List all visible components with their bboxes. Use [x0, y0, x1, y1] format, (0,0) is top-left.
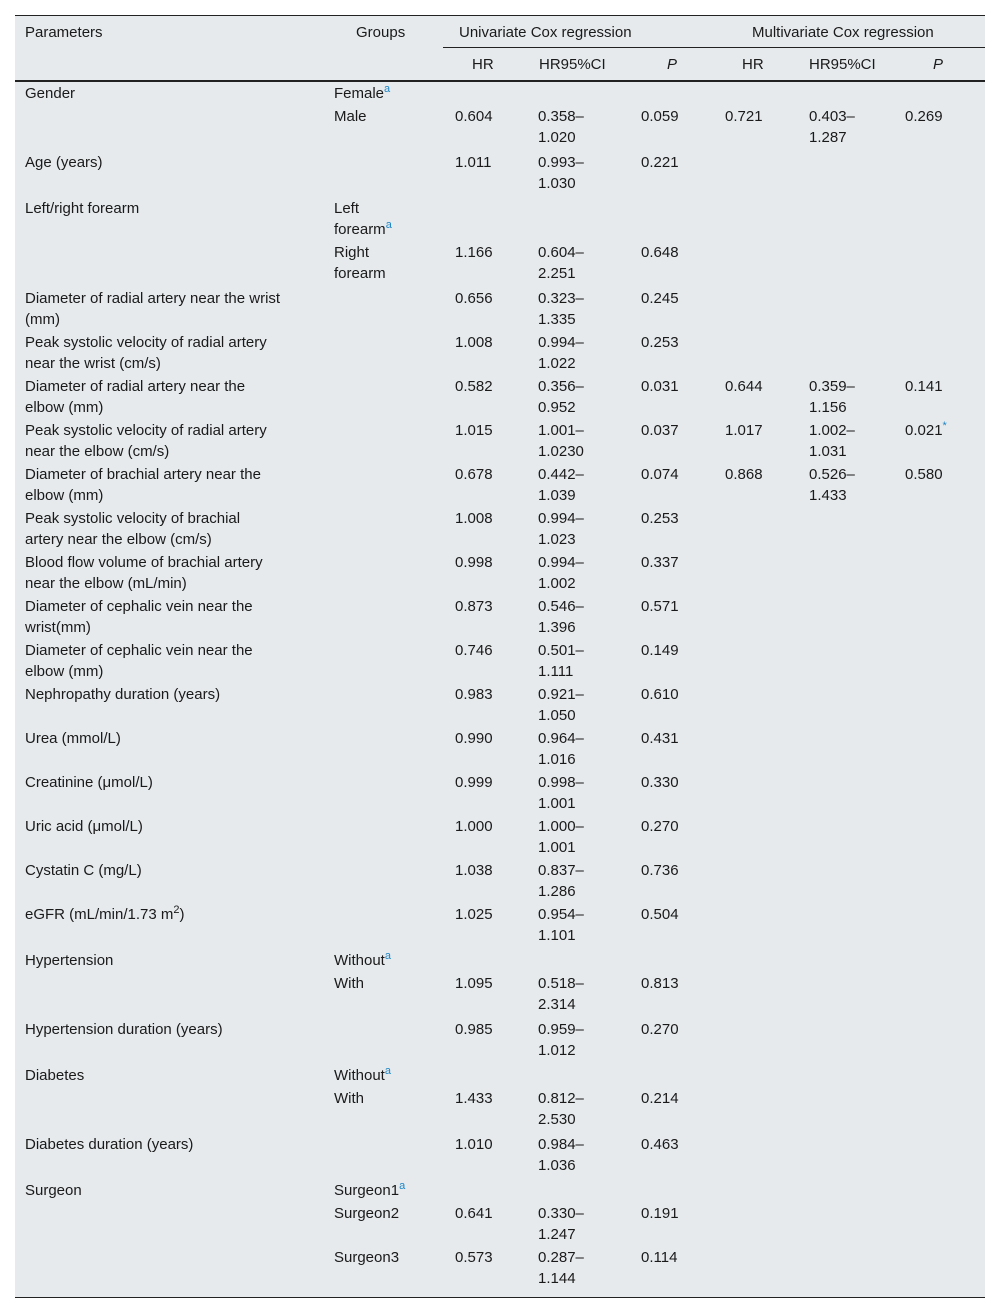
ci-upper: 1.286: [538, 883, 576, 900]
param-text: Nephropathy duration (years): [25, 686, 221, 703]
multivariate-p: [905, 106, 980, 127]
univariate-p: 0.191: [641, 1205, 679, 1222]
univariate-hr95ci: [538, 332, 618, 374]
univariate-hr95ci: [538, 420, 618, 462]
group-cell: [334, 242, 444, 284]
ci-upper: 1.036: [538, 1157, 576, 1174]
univariate-hr: 0.998: [455, 554, 493, 571]
ci-lower: 0.526–: [809, 466, 855, 483]
param-cell: [25, 420, 315, 462]
multivariate-hr: 0.721: [725, 108, 763, 125]
header-parameters: Parameters: [25, 24, 103, 41]
univariate-p: 0.571: [641, 598, 679, 615]
param-cell: [25, 83, 315, 104]
ci-upper: 1.433: [809, 487, 847, 504]
univariate-p: 0.736: [641, 862, 679, 879]
univariate-hr95ci: [538, 508, 618, 550]
header-multivariate-hr95ci: HR95%CI: [809, 56, 876, 73]
ci-upper: 1.039: [538, 487, 576, 504]
param-line-1: Diameter of cephalic vein near the: [25, 598, 253, 615]
univariate-hr95ci: [538, 596, 618, 638]
group-line-2: forearm: [334, 221, 386, 238]
param-text: Urea (mmol/L): [25, 730, 121, 747]
param-text: Surgeon: [25, 1182, 82, 1199]
param-cell: [25, 684, 315, 705]
param-cell: [25, 1019, 315, 1040]
multivariate-hr95ci: [809, 106, 889, 148]
univariate-hr: 1.166: [455, 244, 493, 261]
univariate-p: 0.504: [641, 906, 679, 923]
significance-marker: *: [942, 420, 947, 432]
reference-footnote-marker: a: [384, 1065, 391, 1077]
reference-footnote-marker: a: [384, 950, 391, 962]
param-line-1: Diameter of brachial artery near the: [25, 466, 261, 483]
ci-upper: 1.247: [538, 1226, 576, 1243]
group-cell: [334, 1203, 444, 1224]
header-univariate-hr95ci: HR95%CI: [539, 56, 606, 73]
param-cell: [25, 332, 315, 374]
param-cell: [25, 288, 315, 330]
ci-lower: 1.001–: [538, 422, 584, 439]
group-text: Surgeon2: [334, 1205, 400, 1222]
group-text: Without: [334, 1067, 385, 1084]
param-cell: [25, 596, 315, 638]
univariate-p: 0.031: [641, 378, 679, 395]
univariate-p: 0.037: [641, 422, 679, 439]
p-value: 0.141: [905, 378, 943, 395]
univariate-hr95ci: [538, 464, 618, 506]
ci-upper: 2.251: [538, 265, 576, 282]
univariate-p: 0.610: [641, 686, 679, 703]
ci-lower: 0.954–: [538, 906, 584, 923]
param-text: Diabetes duration (years): [25, 1136, 194, 1153]
param-cell: [25, 198, 315, 219]
univariate-hr: 1.015: [455, 422, 493, 439]
univariate-p: 0.270: [641, 818, 679, 835]
header-row-2: [15, 48, 985, 82]
group-text: With: [334, 1090, 364, 1107]
ci-upper: 2.314: [538, 996, 576, 1013]
ci-lower: 0.358–: [538, 108, 584, 125]
multivariate-p: [905, 420, 980, 441]
ci-upper: 1.0230: [538, 443, 584, 460]
univariate-p: 0.431: [641, 730, 679, 747]
univariate-hr: 0.678: [455, 466, 493, 483]
univariate-p: 0.648: [641, 244, 679, 261]
ci-lower: 1.002–: [809, 422, 855, 439]
param-cell: [25, 950, 315, 971]
param-line-1: Diameter of radial artery near the: [25, 378, 246, 395]
univariate-p: 0.253: [641, 334, 679, 351]
header-univariate-hr: HR: [472, 56, 494, 73]
univariate-hr95ci: [538, 1247, 618, 1289]
univariate-p: 0.221: [641, 154, 679, 171]
param-cell: [25, 728, 315, 749]
univariate-p: 0.059: [641, 108, 679, 125]
univariate-hr: 1.011: [455, 154, 492, 171]
ci-lower: 0.403–: [809, 108, 855, 125]
ci-upper: 1.101: [538, 927, 576, 944]
univariate-hr: 0.641: [455, 1205, 493, 1222]
ci-upper: 1.020: [538, 129, 576, 146]
ci-upper: 2.530: [538, 1111, 576, 1128]
group-text: With: [334, 975, 364, 992]
univariate-hr95ci: [538, 106, 618, 148]
param-cell: [25, 904, 315, 925]
param-cell: [25, 464, 315, 506]
param-line-1: Peak systolic velocity of radial artery: [25, 334, 267, 351]
univariate-hr: 1.433: [455, 1090, 493, 1107]
univariate-hr: 0.990: [455, 730, 493, 747]
ci-lower: 0.959–: [538, 1021, 584, 1038]
group-cell: [334, 198, 444, 240]
param-line-1: Peak systolic velocity of brachial: [25, 510, 241, 527]
param-cell: [25, 376, 315, 418]
param-text: Hypertension duration (years): [25, 1021, 223, 1038]
ci-upper: 1.335: [538, 311, 576, 328]
param-text: Diabetes: [25, 1067, 85, 1084]
univariate-hr: 1.038: [455, 862, 493, 879]
ci-upper: 1.030: [538, 175, 576, 192]
ci-lower: 0.964–: [538, 730, 584, 747]
ci-lower: 0.287–: [538, 1249, 584, 1266]
ci-lower: 0.323–: [538, 290, 584, 307]
univariate-hr95ci: [538, 684, 618, 726]
ci-upper: 1.012: [538, 1042, 576, 1059]
univariate-hr95ci: [538, 860, 618, 902]
p-value: 0.269: [905, 108, 943, 125]
ci-upper: 1.031: [809, 443, 847, 460]
univariate-hr95ci: [538, 640, 618, 682]
header-multivariate: Multivariate Cox regression: [752, 24, 934, 41]
ci-upper: 1.396: [538, 619, 576, 636]
header-groups: Groups: [356, 24, 406, 41]
param-text: eGFR (mL/min/1.73 m: [25, 906, 174, 923]
univariate-hr95ci: [538, 552, 618, 594]
ci-lower: 0.356–: [538, 378, 584, 395]
univariate-hr: 0.985: [455, 1021, 493, 1038]
univariate-hr95ci: [538, 728, 618, 770]
ci-lower: 0.994–: [538, 334, 584, 351]
group-line-1: Right: [334, 244, 370, 261]
univariate-hr: 1.025: [455, 906, 493, 923]
group-text: Surgeon3: [334, 1249, 400, 1266]
superscript: 2: [173, 904, 180, 916]
univariate-p: 0.214: [641, 1090, 679, 1107]
multivariate-hr95ci: [809, 464, 889, 506]
ci-lower: 0.994–: [538, 554, 584, 571]
reference-footnote-marker: a: [384, 83, 391, 95]
header-multivariate-p: P: [933, 56, 944, 73]
multivariate-hr95ci: [809, 376, 889, 418]
univariate-hr: 0.999: [455, 774, 493, 791]
ci-lower: 0.330–: [538, 1205, 584, 1222]
param-text: Uric acid (μmol/L): [25, 818, 143, 835]
univariate-p: 0.253: [641, 510, 679, 527]
ci-upper: 1.287: [809, 129, 847, 146]
header-univariate: Univariate Cox regression: [459, 24, 632, 41]
reference-footnote-marker: a: [399, 1180, 406, 1192]
param-cell: [25, 816, 315, 837]
group-cell: [334, 1065, 444, 1086]
univariate-hr: 0.582: [455, 378, 493, 395]
ci-lower: 1.000–: [538, 818, 584, 835]
group-line-2: forearm: [334, 265, 386, 282]
univariate-hr95ci: [538, 242, 618, 284]
param-text: Hypertension: [25, 952, 114, 969]
param-line-1: Peak systolic velocity of radial artery: [25, 422, 267, 439]
group-text: Male: [334, 108, 367, 125]
ci-upper: 1.050: [538, 707, 576, 724]
ci-lower: 0.546–: [538, 598, 584, 615]
param-line-2: elbow (mm): [25, 663, 104, 680]
param-line-1: Diameter of cephalic vein near the: [25, 642, 253, 659]
univariate-hr: 0.573: [455, 1249, 493, 1266]
univariate-p: 0.149: [641, 642, 679, 659]
univariate-p: 0.074: [641, 466, 679, 483]
param-cell: [25, 1180, 315, 1201]
reference-footnote-marker: a: [385, 219, 392, 231]
param-line-1: Blood flow volume of brachial artery: [25, 554, 263, 571]
univariate-hr95ci: [538, 1019, 618, 1061]
multivariate-hr: 0.644: [725, 378, 763, 395]
univariate-hr: 1.095: [455, 975, 493, 992]
univariate-hr95ci: [538, 288, 618, 330]
ci-upper: 1.002: [538, 575, 576, 592]
ci-lower: 0.501–: [538, 642, 584, 659]
group-cell: [334, 973, 444, 994]
ci-lower: 0.604–: [538, 244, 584, 261]
group-cell: [334, 83, 444, 104]
ci-upper: 1.144: [538, 1270, 576, 1287]
param-line-2: near the elbow (mL/min): [25, 575, 187, 592]
header-row-1: [15, 16, 985, 48]
ci-lower: 0.518–: [538, 975, 584, 992]
param-line-2: near the wrist (cm/s): [25, 355, 161, 372]
group-cell: [334, 1088, 444, 1109]
univariate-hr: 0.983: [455, 686, 493, 703]
ci-upper: 0.952: [538, 399, 576, 416]
univariate-hr: 0.604: [455, 108, 493, 125]
param-cell: [25, 508, 315, 550]
ci-lower: 0.812–: [538, 1090, 584, 1107]
ci-lower: 0.994–: [538, 510, 584, 527]
univariate-p: 0.813: [641, 975, 679, 992]
univariate-hr95ci: [538, 1088, 618, 1130]
param-line-1: Diameter of radial artery near the wrist: [25, 290, 281, 307]
univariate-hr95ci: [538, 973, 618, 1015]
ci-lower: 0.442–: [538, 466, 584, 483]
univariate-hr95ci: [538, 1134, 618, 1176]
param-line-2: artery near the elbow (cm/s): [25, 531, 212, 548]
header-univariate-p: P: [667, 56, 678, 73]
ci-upper: 1.111: [538, 663, 574, 680]
group-text: Without: [334, 952, 385, 969]
univariate-hr95ci: [538, 816, 618, 858]
group-cell: [334, 1247, 444, 1268]
cox-regression-table: [15, 15, 985, 1298]
group-cell: [334, 950, 444, 971]
param-cell: [25, 552, 315, 594]
param-cell: [25, 772, 315, 793]
p-value: 0.580: [905, 466, 943, 483]
ci-lower: 0.998–: [538, 774, 584, 791]
multivariate-p: [905, 376, 980, 397]
ci-lower: 0.359–: [809, 378, 855, 395]
multivariate-hr: 1.017: [725, 422, 763, 439]
group-cell: [334, 1180, 444, 1201]
univariate-p: 0.463: [641, 1136, 679, 1153]
param-cell: [25, 1065, 315, 1086]
multivariate-hr95ci: [809, 420, 889, 462]
param-suffix: ): [179, 906, 185, 923]
ci-upper: 1.001: [538, 795, 576, 812]
multivariate-hr: 0.868: [725, 466, 763, 483]
ci-upper: 1.023: [538, 531, 576, 548]
univariate-p: 0.337: [641, 554, 679, 571]
group-cell: [334, 106, 444, 127]
param-line-2: near the elbow (cm/s): [25, 443, 170, 460]
param-text: Gender: [25, 85, 76, 102]
univariate-hr95ci: [538, 772, 618, 814]
param-cell: [25, 152, 315, 173]
ci-lower: 0.993–: [538, 154, 584, 171]
group-text: Surgeon1: [334, 1182, 400, 1199]
header-multivariate-hr: HR: [742, 56, 764, 73]
univariate-hr95ci: [538, 376, 618, 418]
univariate-hr: 0.656: [455, 290, 493, 307]
univariate-hr: 1.008: [455, 334, 493, 351]
param-cell: [25, 1134, 315, 1155]
univariate-hr: 1.010: [455, 1136, 493, 1153]
univariate-p: 0.114: [641, 1249, 678, 1266]
ci-upper: 1.022: [538, 355, 576, 372]
multivariate-p: [905, 464, 980, 485]
param-line-2: (mm): [25, 311, 60, 328]
ci-upper: 1.156: [809, 399, 847, 416]
group-line-1: Left: [334, 200, 360, 217]
univariate-p: 0.330: [641, 774, 679, 791]
univariate-hr: 0.746: [455, 642, 493, 659]
ci-lower: 0.921–: [538, 686, 584, 703]
param-line-2: elbow (mm): [25, 487, 104, 504]
param-text: Left/right forearm: [25, 200, 140, 217]
param-line-2: wrist(mm): [25, 619, 91, 636]
ci-upper: 1.001: [538, 839, 576, 856]
univariate-p: 0.245: [641, 290, 679, 307]
univariate-hr: 0.873: [455, 598, 493, 615]
param-text: Creatinine (μmol/L): [25, 774, 153, 791]
ci-lower: 0.984–: [538, 1136, 584, 1153]
ci-lower: 0.837–: [538, 862, 584, 879]
p-value: 0.021: [905, 422, 943, 439]
univariate-hr95ci: [538, 152, 618, 194]
param-line-2: elbow (mm): [25, 399, 104, 416]
univariate-hr95ci: [538, 1203, 618, 1245]
univariate-p: 0.270: [641, 1021, 679, 1038]
univariate-hr: 1.008: [455, 510, 493, 527]
univariate-hr95ci: [538, 904, 618, 946]
param-text: Age (years): [25, 154, 103, 171]
param-text: Cystatin C (mg/L): [25, 862, 142, 879]
param-cell: [25, 860, 315, 881]
group-text: Female: [334, 85, 385, 102]
ci-upper: 1.016: [538, 751, 576, 768]
param-cell: [25, 640, 315, 682]
univariate-hr: 1.000: [455, 818, 493, 835]
